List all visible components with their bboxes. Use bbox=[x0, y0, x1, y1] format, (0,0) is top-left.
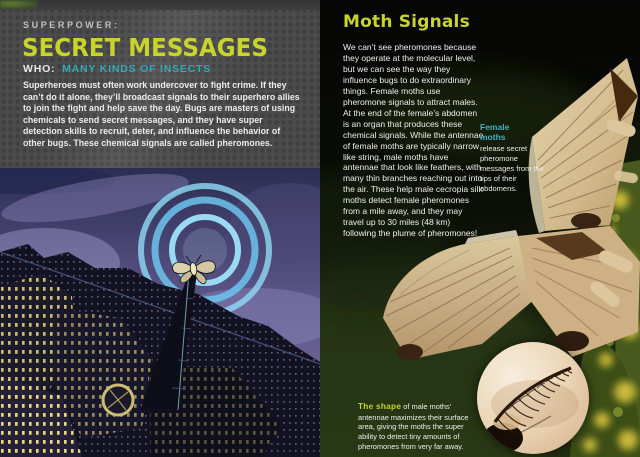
caption-text: release secret pheromone messages from the tips of their abdomens. bbox=[480, 144, 544, 193]
superpower-panel bbox=[0, 0, 320, 168]
comic-illustration bbox=[0, 168, 320, 457]
page-title: SECRET MESSAGES bbox=[22, 33, 268, 62]
antenna-closeup bbox=[477, 342, 589, 454]
caption-lead: Female moths bbox=[480, 122, 510, 143]
who-value: MANY KINDS OF INSECTS bbox=[62, 63, 212, 75]
right-page bbox=[320, 0, 640, 457]
upper-wing-spot bbox=[571, 213, 601, 229]
section-body: We can’t see pheromones because they operate at the molecular level, but we can see the way they influence bugs to do extraordinary things. Female moths use pheromone signals to attract males. At the end of the female’s abdomen is an organ that produces these chemical signals. While the antennae of female moths are typically narrow like string, male moths have antennae that look like feathers, with many thin branches reaching out into the air. These help male cecropia silk moths detect female pheromones from a mile away, and they may travel up to 30 miles (48 km) following the plume of pheromones! bbox=[343, 42, 484, 239]
female-moths-caption bbox=[480, 122, 546, 194]
intro-paragraph: Superheroes must often work undercover to fight crime. If they can’t do it alone, they’ll broadcast signals to their superhero allies to join the fight and help save the day. Bugs are masters of using chemicals to send secret messages, and they have super detection skills to recruit, deter, and influence the behavior of other bugs. These chemical signals are called pheromones. bbox=[23, 80, 300, 149]
left-wing-spot bbox=[397, 344, 423, 360]
panel-top-band bbox=[0, 0, 320, 10]
section-heading: Moth Signals bbox=[343, 12, 470, 32]
caption-text: of male moths’ antennae maximizes their surface area, giving the moths the super ability to detect tiny amounts of pheromones from very far away. bbox=[358, 402, 469, 451]
who-label: WHO: bbox=[23, 63, 56, 75]
antenna-inset-photo bbox=[477, 342, 589, 454]
who-line bbox=[23, 63, 211, 75]
caption-lead: The shape bbox=[358, 402, 402, 411]
kicker-superpower: SUPERPOWER: bbox=[23, 20, 120, 30]
comic-city-moth-beacon-art bbox=[0, 168, 320, 457]
inset-caption bbox=[358, 402, 478, 451]
photo-corner-fragment bbox=[0, 0, 38, 9]
